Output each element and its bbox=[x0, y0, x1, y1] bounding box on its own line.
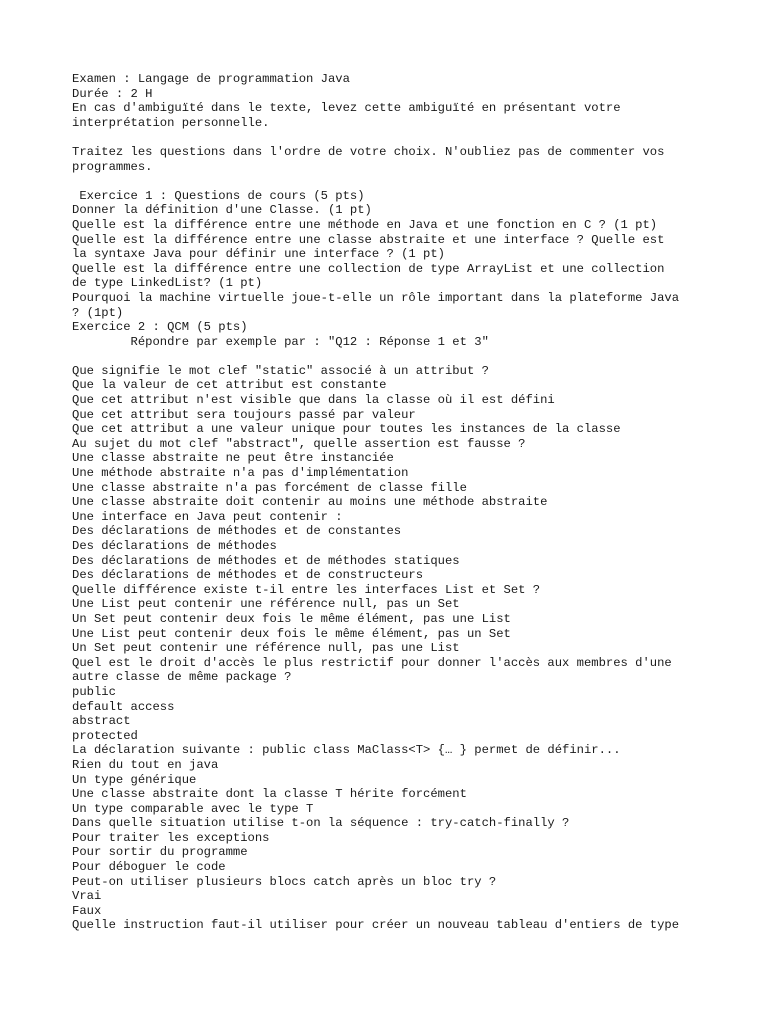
text-line: Que cet attribut sera toujours passé par valeur bbox=[72, 407, 416, 422]
text-line: Une classe abstraite doit contenir au moins une méthode abstraite bbox=[72, 495, 548, 510]
text-line: la syntaxe Java pour définir une interface ? (1 pt) bbox=[72, 247, 445, 262]
text-line: Des déclarations de méthodes bbox=[72, 539, 277, 553]
text-line: Une méthode abstraite n'a pas d'implémentation bbox=[72, 466, 409, 481]
text-line: Répondre par exemple par : "Q12 : Réponse 1 et 3" bbox=[72, 334, 489, 349]
text-line: Que la valeur de cet attribut est constante bbox=[72, 378, 387, 393]
text-line: programmes. bbox=[72, 159, 153, 174]
text-line: Quelle est la différence entre une collection de type ArrayList et une collection bbox=[72, 261, 665, 276]
text-line: Que cet attribut n'est visible que dans la classe où il est défini bbox=[72, 393, 555, 408]
text-line: Une interface en Java peut contenir : bbox=[72, 509, 343, 524]
text-line: Pourquoi la machine virtuelle joue-t-elle un rôle important dans la plateforme Java bbox=[72, 290, 680, 305]
text-line: default access bbox=[72, 699, 175, 714]
text-line: Rien du tout en java bbox=[72, 757, 219, 772]
blank-line bbox=[72, 130, 712, 145]
text-line: abstract bbox=[72, 714, 131, 729]
text-line: Pour déboguer le code bbox=[72, 860, 226, 875]
text-line: Que signifie le mot clef "static" associé à un attribut ? bbox=[72, 363, 489, 378]
text-line: Que cet attribut a une valeur unique pour toutes les instances de la classe bbox=[72, 422, 621, 437]
document-body bbox=[72, 72, 712, 933]
text-line: En cas d'ambiguïté dans le texte, levez cette ambiguïté en présentant votre bbox=[72, 101, 621, 116]
blank-line bbox=[72, 174, 712, 189]
text-line: Des déclarations de méthodes et de constructeurs bbox=[72, 568, 424, 583]
text-line: public bbox=[72, 684, 116, 699]
text-line: Faux bbox=[72, 903, 102, 918]
text-line: Donner la définition d'une Classe. (1 pt) bbox=[72, 203, 372, 218]
text-line: Pour sortir du programme bbox=[72, 845, 248, 860]
text-line: Un Set peut contenir deux fois le même élément, pas une List bbox=[72, 611, 511, 626]
text-line: protected bbox=[72, 728, 138, 743]
text-line: Quelle instruction faut-il utiliser pour créer un nouveau tableau d'entiers de type bbox=[72, 918, 680, 933]
blank-line bbox=[72, 349, 712, 364]
text-line: Un type comparable avec le type T bbox=[72, 801, 314, 816]
text-line: Exercice 2 : QCM (5 pts) bbox=[72, 320, 248, 335]
text-line: Dans quelle situation utilise t-on la séquence : try-catch-finally ? bbox=[72, 816, 570, 831]
text-line: Une classe abstraite dont la classe T hérite forcément bbox=[72, 787, 467, 802]
text-line: Une classe abstraite n'a pas forcément de classe fille bbox=[72, 480, 467, 495]
text-line: ? (1pt) bbox=[72, 305, 124, 320]
text-line: Un Set peut contenir une référence null, pas une List bbox=[72, 641, 460, 656]
text-line: Quel est le droit d'accès le plus restrictif pour donner l'accès aux membres d'une bbox=[72, 655, 672, 670]
text-line: Des déclarations de méthodes et de méthodes statiques bbox=[72, 553, 460, 568]
text-line: Examen : Langage de programmation Java bbox=[72, 72, 350, 86]
text-line: Quelle est la différence entre une méthode en Java et une fonction en C ? (1 pt) bbox=[72, 217, 658, 232]
text-line: Peut-on utiliser plusieurs blocs catch après un bloc try ? bbox=[72, 874, 497, 889]
text-line: Exercice 1 : Questions de cours (5 pts) bbox=[72, 188, 365, 203]
text-line: de type LinkedList? (1 pt) bbox=[72, 276, 263, 291]
text-line: La déclaration suivante : public class MaClass<T> {… } permet de définir... bbox=[72, 743, 621, 758]
text-line: Vrai bbox=[72, 889, 102, 904]
text-line: interprétation personnelle. bbox=[72, 115, 270, 130]
text-line: Une List peut contenir une référence null, pas un Set bbox=[72, 597, 460, 612]
text-line: autre classe de même package ? bbox=[72, 670, 292, 685]
text-line: Au sujet du mot clef "abstract", quelle assertion est fausse ? bbox=[72, 436, 526, 451]
text-line: Un type générique bbox=[72, 772, 197, 787]
text-line: Traitez les questions dans l'ordre de votre choix. N'oubliez pas de commenter vos bbox=[72, 144, 665, 159]
text-line: Des déclarations de méthodes et de constantes bbox=[72, 524, 402, 539]
text-line: Durée : 2 H bbox=[72, 86, 153, 101]
text-line: Quelle est la différence entre une classe abstraite et une interface ? Quelle est bbox=[72, 232, 665, 247]
text-line: Pour traiter les exceptions bbox=[72, 830, 270, 845]
text-line: Quelle différence existe t-il entre les interfaces List et Set ? bbox=[72, 582, 541, 597]
text-line: Une classe abstraite ne peut être instanciée bbox=[72, 451, 394, 466]
text-line: Une List peut contenir deux fois le même élément, pas un Set bbox=[72, 626, 511, 641]
